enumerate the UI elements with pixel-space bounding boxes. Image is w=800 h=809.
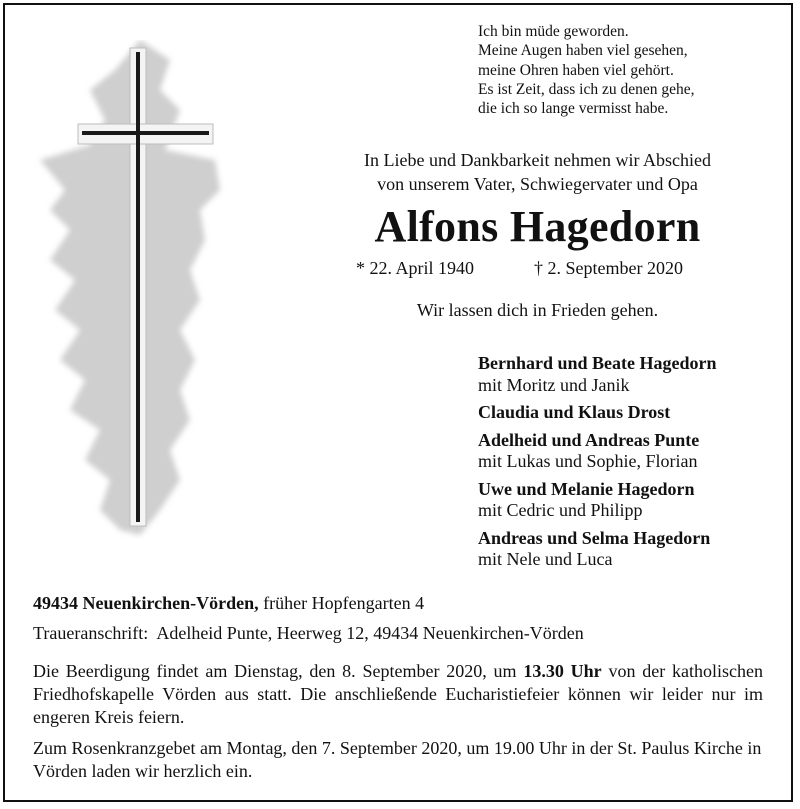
mourner-name: Adelheid und Andreas Punte	[478, 429, 700, 450]
mourner-name: Uwe und Melanie Hagedorn	[478, 478, 695, 499]
mourning-address-label: Traueranschrift:	[33, 623, 149, 643]
mourning-address-value: Adelheid Punte, Heerweg 12, 49434 Neuenkirchen-Vörden	[156, 623, 584, 643]
poem-line: Meine Augen haben viel gesehen,	[478, 42, 688, 60]
mourner-name: Claudia und Klaus Drost	[478, 402, 671, 422]
address-place: 49434 Neuenkirchen-Vörden,	[33, 593, 259, 613]
cross-icon	[30, 40, 230, 540]
mourner-children: mit Moritz und Janik	[478, 374, 630, 395]
birth-date: * 22. April 1940	[356, 258, 475, 278]
mourner-name: Andreas und Selma Hagedorn	[478, 527, 711, 548]
mourner-entry	[478, 528, 717, 571]
burial-info	[33, 660, 763, 729]
burial-text-end: von der katholischen Friedhofskapelle Vörden aus statt. Die anschließende Eucharistiefeier können wir leider nur im engeren Kreis feiern.	[33, 661, 763, 727]
mourner-entry	[478, 402, 717, 424]
intro-line: In Liebe und Dankbarkeit nehmen wir Abschied	[364, 150, 711, 170]
rosary-info: Zum Rosenkranzgebet am Montag, den 7. September 2020, um 19.00 Uhr in der St. Paulus Kirche in Vörden laden wir herzlich ein.	[33, 738, 762, 781]
poem	[478, 22, 695, 118]
mourning-address	[33, 622, 763, 645]
mourner-entry	[478, 430, 717, 473]
poem-line: Ich bin müde geworden.	[478, 23, 629, 40]
poem-line: Es ist Zeit, dass ich zu denen gehe,	[478, 80, 695, 98]
mourner-children: mit Lukas und Sophie, Florian	[478, 451, 698, 471]
burial-time: 13.30 Uhr	[523, 661, 602, 681]
intro-text	[300, 148, 775, 196]
burial-text-start: Die Beerdigung findet am Dienstag, den 8. September 2020, um	[33, 661, 517, 681]
poem-line: die ich so lange vermisst habe.	[478, 100, 669, 118]
mourner-entry	[478, 479, 717, 522]
mourner-entry	[478, 353, 717, 396]
address-former: früher Hopfengarten 4	[263, 593, 425, 613]
poem-line: meine Ohren haben viel gehört.	[478, 61, 674, 79]
mourner-children: mit Nele und Luca	[478, 549, 613, 569]
deceased-name: Alfons Hagedorn	[374, 202, 701, 251]
address-line	[33, 592, 763, 615]
mourners-list	[478, 353, 717, 577]
intro-line: von unserem Vater, Schwiegervater und Opa	[377, 174, 698, 194]
motto: Wir lassen dich in Frieden gehen.	[416, 300, 659, 320]
mourner-name: Bernhard und Beate Hagedorn	[478, 353, 717, 373]
mourner-children: mit Cedric und Philipp	[478, 500, 643, 520]
death-date: † 2. September 2020	[534, 258, 683, 278]
